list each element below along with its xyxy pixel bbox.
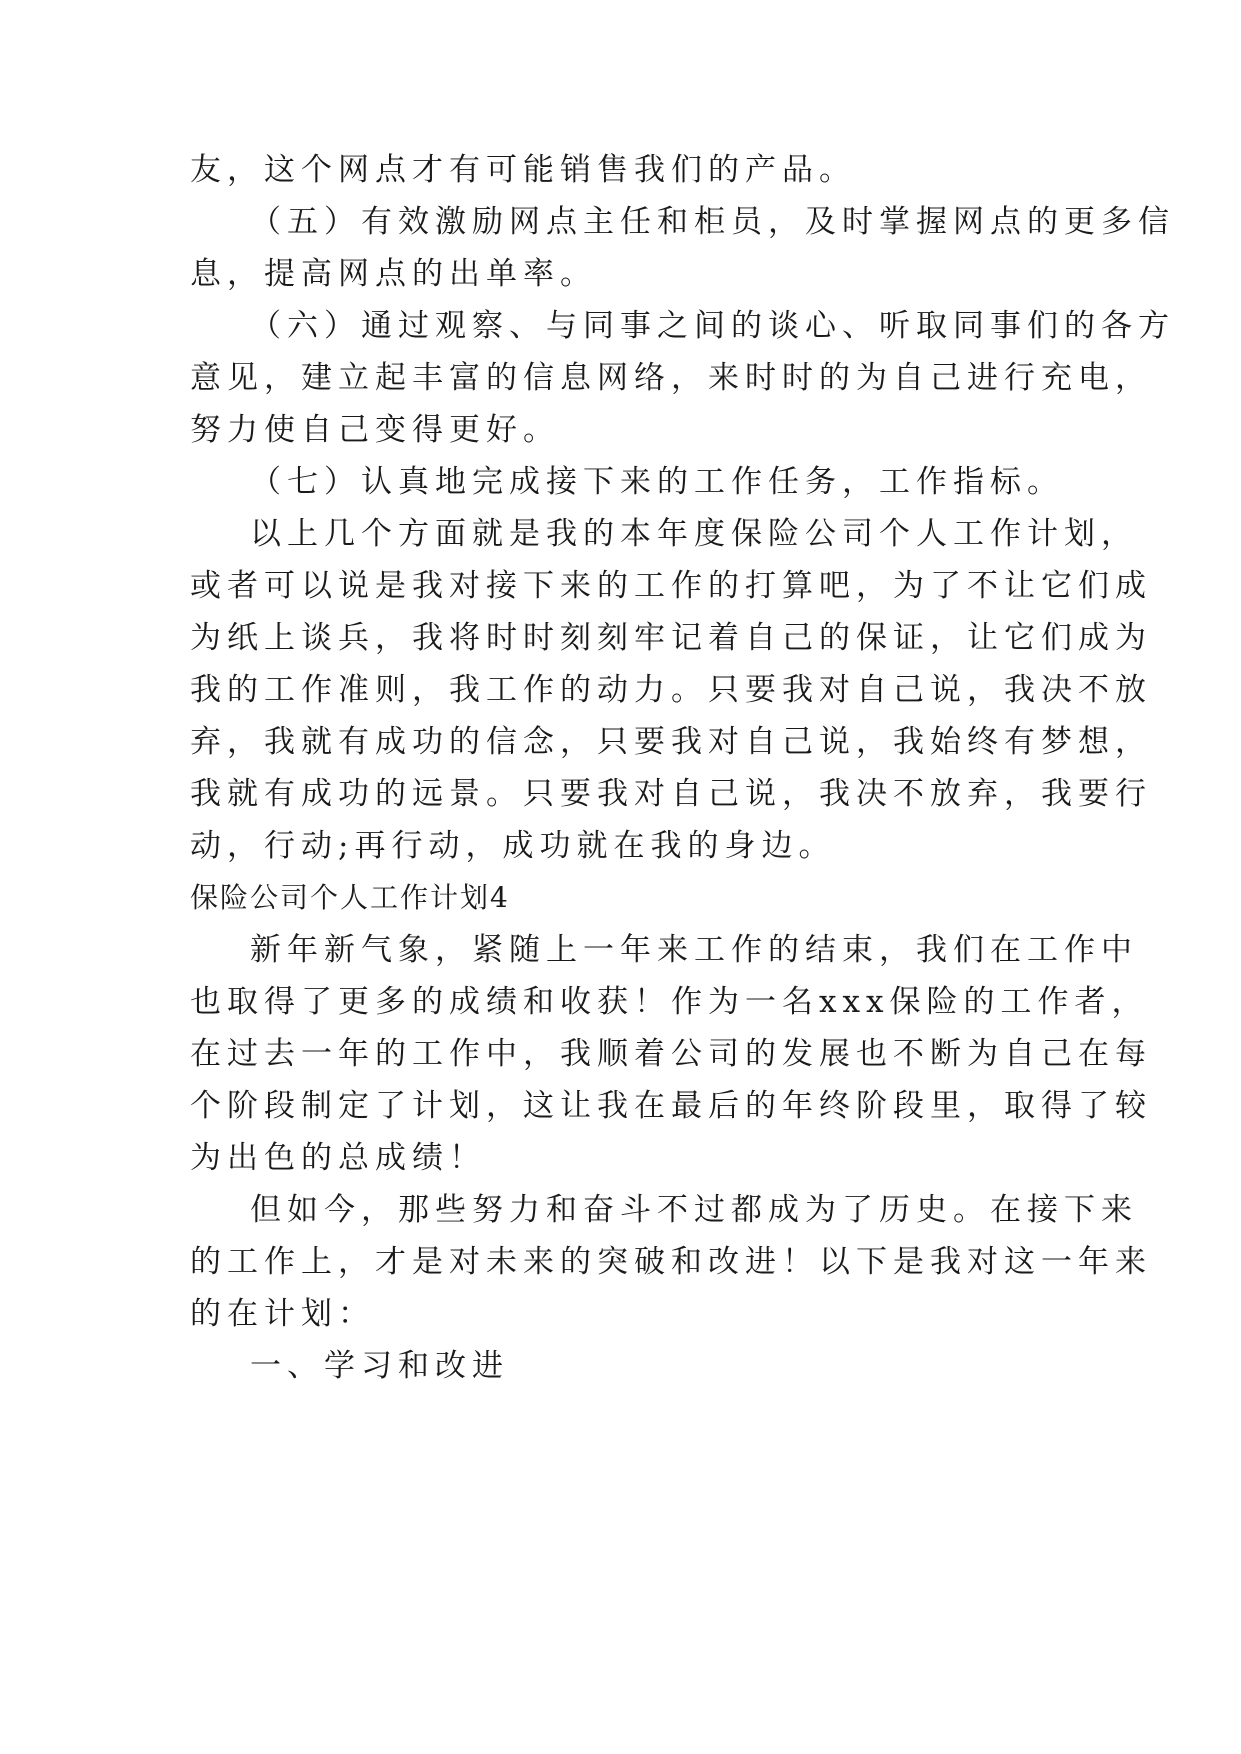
paragraph-line: 意见，建立起丰富的信息网络，来时时的为自己进行充电， [190,360,1152,396]
paragraph-line: （五）有效激励网点主任和柜员，及时掌握网点的更多信 [250,204,1175,240]
paragraph-line: 动，行动;再行动，成功就在我的身边。 [190,828,836,864]
paragraph-line: 个阶段制定了计划，这让我在最后的年终阶段里，取得了较 [190,1088,1152,1124]
paragraph-line: 也取得了更多的成绩和收获！作为一名xxx保险的工作者， [190,984,1149,1020]
paragraph-line: 为纸上谈兵，我将时时刻刻牢记着自己的保证，让它们成为 [190,620,1152,656]
section-heading: 保险公司个人工作计划4 [190,881,510,914]
paragraph-line: （六）通过观察、与同事之间的谈心、听取同事们的各方 [250,308,1175,344]
paragraph-line: 我的工作准则，我工作的动力。只要我对自己说，我决不放 [190,672,1152,708]
paragraph-line: 或者可以说是我对接下来的工作的打算吧，为了不让它们成 [190,568,1152,604]
paragraph-line: 但如今，那些努力和奋斗不过都成为了历史。在接下来 [250,1192,1138,1228]
paragraph-line: 新年新气象，紧随上一年来工作的结束，我们在工作中 [250,932,1138,968]
paragraph-line: 的工作上，才是对未来的突破和改进！以下是我对这一年来 [190,1244,1152,1280]
paragraph-line: 弃，我就有成功的信念，只要我对自己说，我始终有梦想， [190,724,1152,760]
paragraph-line: 我就有成功的远景。只要我对自己说，我决不放弃，我要行 [190,776,1152,812]
paragraph-line: 息，提高网点的出单率。 [190,256,597,292]
paragraph-line: 的在计划： [190,1296,375,1332]
paragraph-line: 努力使自己变得更好。 [190,412,560,448]
paragraph-line: 友，这个网点才有可能销售我们的产品。 [190,152,856,188]
paragraph-line: （七）认真地完成接下来的工作任务，工作指标。 [250,464,1064,500]
paragraph-line: 在过去一年的工作中，我顺着公司的发展也不断为自己在每 [190,1036,1152,1072]
paragraph-line: 以上几个方面就是我的本年度保险公司个人工作计划， [250,516,1138,552]
paragraph-line: 为出色的总成绩！ [190,1140,486,1176]
subsection-heading: 一、学习和改进 [250,1348,509,1384]
